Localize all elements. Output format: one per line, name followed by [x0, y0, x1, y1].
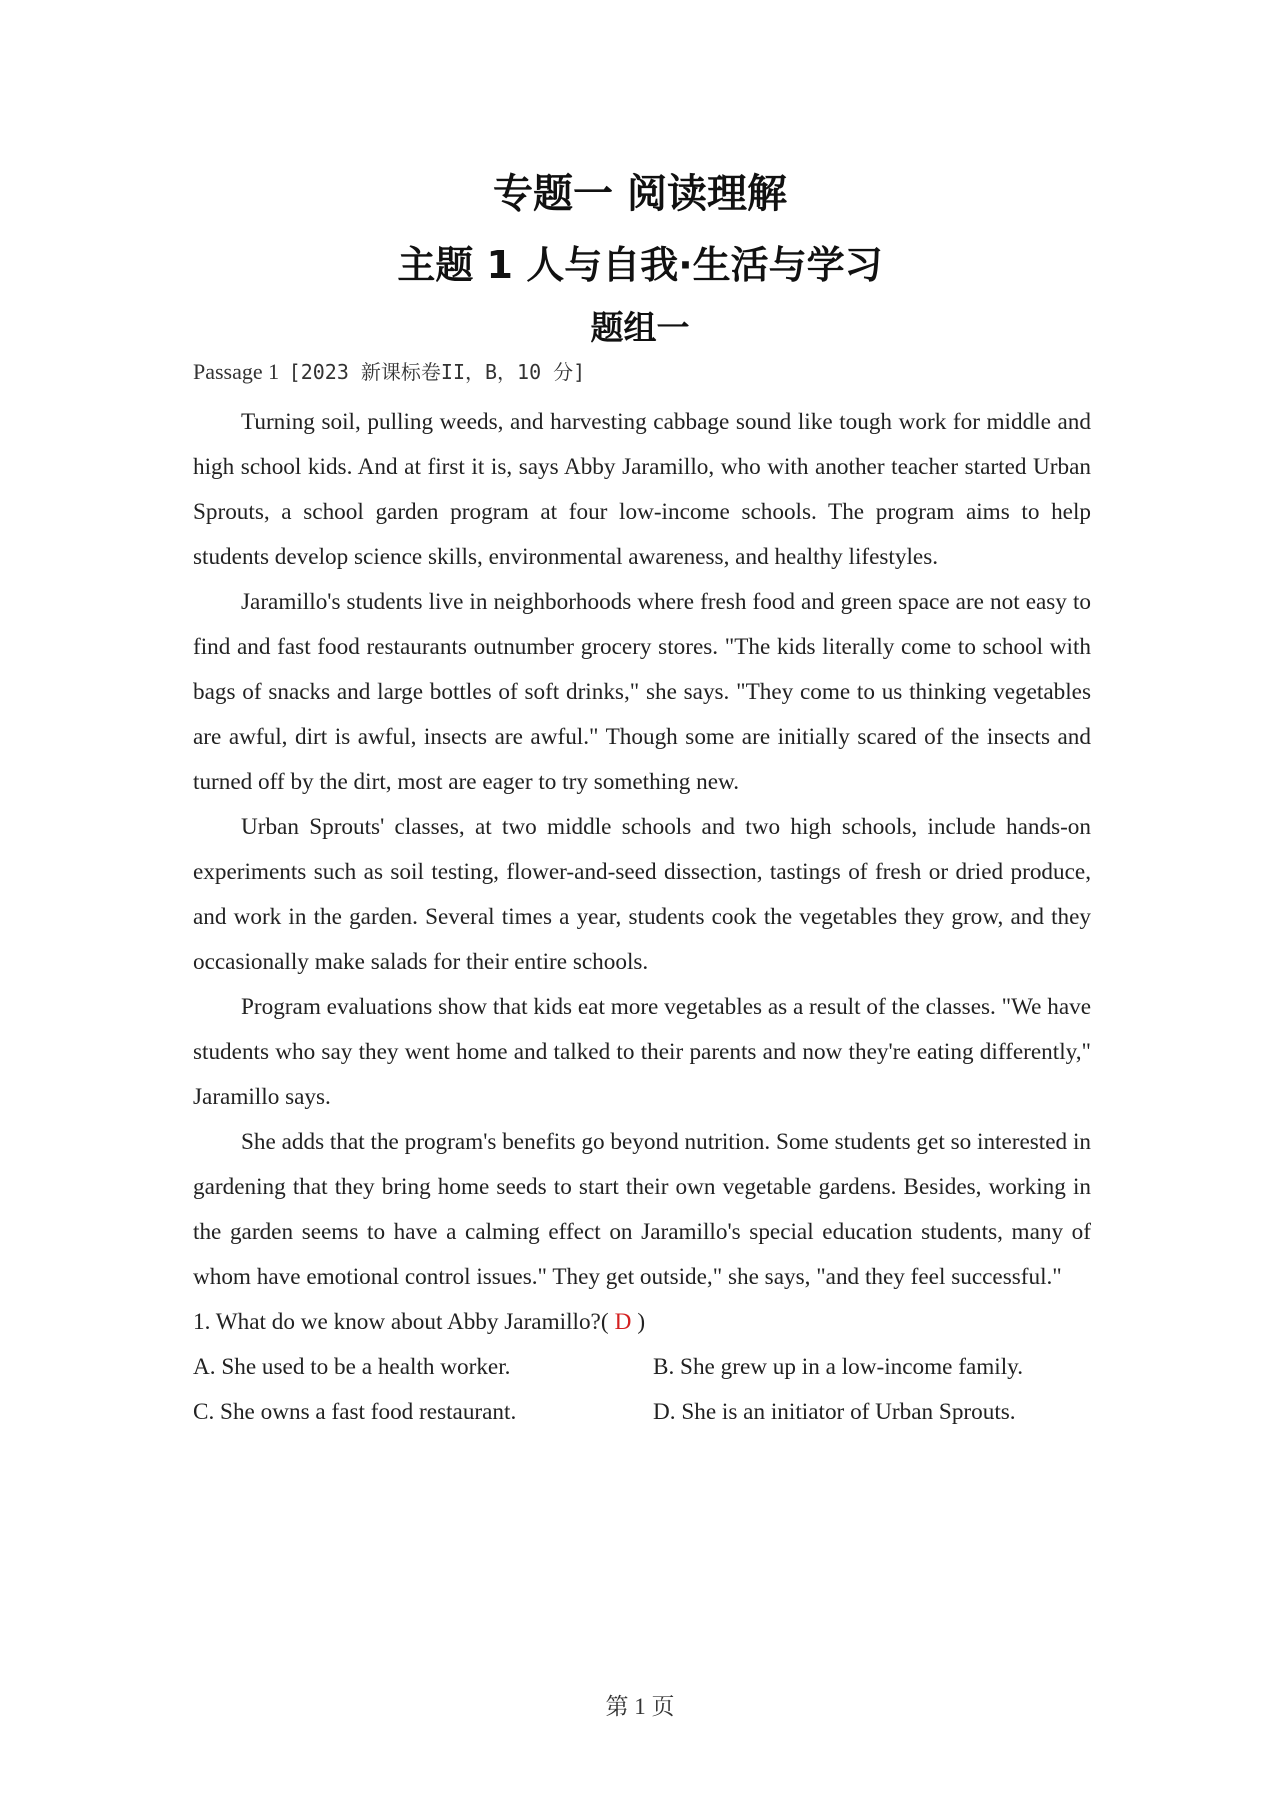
- question-close: ): [637, 1309, 646, 1335]
- passage-paragraph-5: She adds that the program's benefits go beyond nutrition. Some students get so interested in gardening that they bring home seeds to start their own vegetable gardens. Besides, working in the garden seems to have a calming effect on Jaramillo's special education students, many of whom have emotional control issues." They get outside," she says, "and they feel successful.": [193, 1129, 1091, 1290]
- page-subtitle: 主题 1 人与自我·生活与学习: [397, 243, 883, 287]
- page-number: 第 1 页: [605, 1694, 675, 1719]
- option-c: C. She owns a fast food restaurant.: [193, 1399, 517, 1425]
- passage-paragraph-1: Turning soil, pulling weeds, and harvesting cabbage sound like tough work for middle and high school kids. And at first it is, says Abby Jaramillo, who with another teacher started Urban Sprouts, a school garden program at four low-income schools. The program aims to help students develop science skills, environmental awareness, and healthy lifestyles.: [193, 409, 1091, 570]
- passage-paragraph-3: Urban Sprouts' classes, at two middle schools and two high schools, include hands-on experiments such as soil testing, flower-and-seed dissection, tastings of fresh or dried produce, and work in the garden. Several times a year, students cook the vegetables they grow, and they occasionally make salads for their entire schools.: [193, 814, 1091, 975]
- passage-source: [2023 新课标卷II，B，10 分]: [288, 360, 586, 384]
- option-d: D. She is an initiator of Urban Sprouts.: [653, 1399, 1016, 1425]
- option-b: B. She grew up in a low-income family.: [653, 1354, 1024, 1380]
- answer-options: [193, 1345, 1091, 1435]
- question-stem: 1. What do we know about Abby Jaramillo?(: [193, 1309, 609, 1335]
- option-a: A. She used to be a health worker.: [193, 1354, 511, 1380]
- question-1: [193, 1300, 1091, 1345]
- answer-key: D: [614, 1309, 632, 1335]
- passage-label: Passage 1: [193, 359, 280, 384]
- passage-header: [193, 357, 585, 387]
- passage-paragraph-2: Jaramillo's students live in neighborhoods where fresh food and green space are not easy to find and fast food restaurants outnumber grocery stores. "The kids literally come to school with bags of snacks and large bottles of soft drinks," she says. "They come to us thinking vegetables are awful, dirt is awful, insects are awful." Though some are initially scared of the insects and turned off by the dirt, most are eager to try something new.: [193, 589, 1091, 795]
- passage-body: [193, 400, 1091, 1435]
- page-title: 专题一 阅读理解: [493, 171, 787, 217]
- question-group-title: 题组一: [590, 308, 690, 347]
- passage-paragraph-4: Program evaluations show that kids eat more vegetables as a result of the classes. "We have students who say they went home and talked to their parents and now they're eating differently," Jaramillo says.: [193, 994, 1091, 1110]
